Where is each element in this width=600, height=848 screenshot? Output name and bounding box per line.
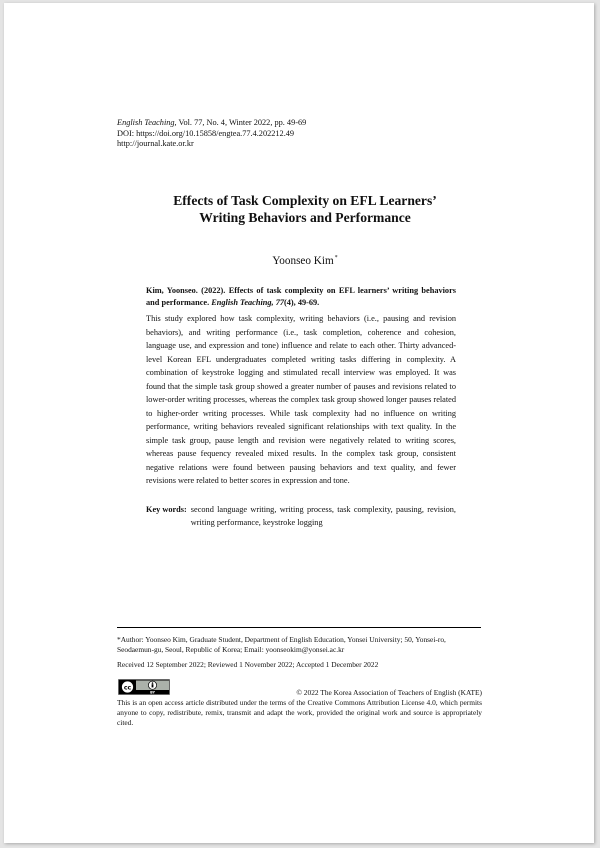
abstract: This study explored how task complexity, writing behaviors (i.e., pausing and revision behaviors), and writing performance (i.e., task completion, coherence and cohesion, language use, and expression and tone) influence and relate to each other. Thirty advanced-level Korean EFL undergraduates completed writing tasks differing in complexity. A combination of keystroke logging and stimulated recall interview was employed. It was found that the simple task group showed a greater number of pauses and revisions related to lower-order writing processes, whereas the complex task group showed longer pauses related to higher-order writing processes. While task complexity had no influence on writing performance, writing behaviors revealed significant relationships with text quality. In the simple task group, pause length and revision were negatively related to writing scores, whereas pause fequency revealed mixed results. In the complex task group, consistent negative relations were found between pausing behaviors and text quality, and fewer revisions were related to better scores in expression and tone. <box>146 314 456 485</box>
journal-url[interactable]: http://journal.kate.or.kr <box>117 139 194 149</box>
title-line-1: Effects of Task Complexity on EFL Learners’ <box>173 193 437 208</box>
citation-text: Kim, Yoonseo. (2022). Effects of task complexity on EFL learners’ writing behaviors and performance. <box>146 286 456 308</box>
title-line-2: Writing Behaviors and Performance <box>199 210 411 225</box>
author-info: *Author: Yoonseo Kim, Graduate Student, Department of English Education, Yonsei University; 50, Yonsei-ro, Seodaemun-gu, Seoul, Republic of Korea; Email: yoonseokim@yonsei.ac.kr <box>117 635 446 655</box>
journal-issue-line <box>117 118 306 129</box>
citation <box>146 285 456 309</box>
paper-title <box>100 192 510 226</box>
volume-info: , Vol. 77, No. 4, Winter 2022, pp. 49-69 <box>174 118 307 127</box>
received-dates: Received 12 September 2022; Reviewed 1 November 2022; Accepted 1 December 2022 <box>117 659 379 669</box>
keywords <box>146 504 456 530</box>
author-line <box>100 255 510 267</box>
cc-by-license-badge[interactable] <box>118 679 170 695</box>
copyright-line: © 2022 The Korea Association of Teachers of English (KATE) <box>296 688 482 697</box>
citation-journal: English Teaching, 77 <box>211 298 284 308</box>
license-text: This is an open access article distributed under the terms of the Creative Commons Attribution License 4.0, which permits anyone to copy, redistribute, remix, transmit and adapt the work, provided the original work and source is appropriately cited. <box>117 698 482 728</box>
citation-pages: (4), 49-69. <box>284 298 320 308</box>
svg-text:BY: BY <box>150 690 155 695</box>
svg-text:cc: cc <box>123 684 132 692</box>
doi-line[interactable]: DOI: https://doi.org/10.15858/engtea.77.4.202212.49 <box>117 128 295 138</box>
keywords-label: Key words: <box>146 505 187 514</box>
footnote-divider <box>117 627 481 628</box>
journal-name: English Teaching <box>117 118 175 127</box>
author-name: Yoonseo Kim <box>272 255 334 267</box>
keywords-text: second language writing, writing process, task complexity, pausing, revision, writing performance, keystroke logging <box>190 505 456 527</box>
cc-by-logo-icon <box>118 679 170 695</box>
journal-header <box>117 118 306 150</box>
footnote <box>117 635 482 670</box>
author-footnote-mark: * <box>334 255 338 261</box>
